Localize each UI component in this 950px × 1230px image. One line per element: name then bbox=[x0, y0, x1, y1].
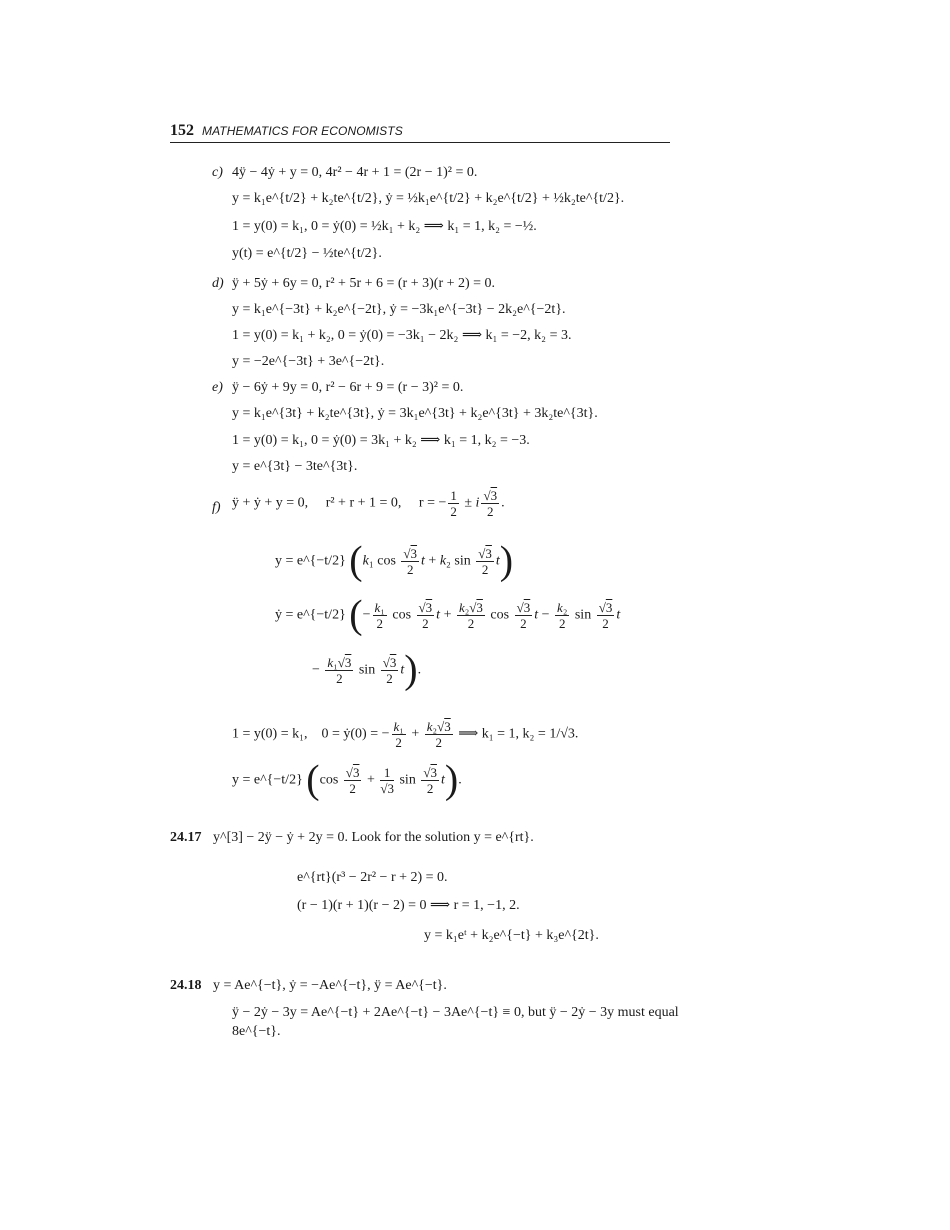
part-f-ydot: ẏ = e^{−t/2} (− $\frac{\text{k₁}}{2}$ cos $\frac{√3}{2}$ t + $\frac{\text{k₂√3}}{2}$ cos $\frac{√3}{2}$ t − $\frac{\text{k₂}}{2}$ sin $\frac{√3}{2}$ t bbox=[275, 591, 621, 637]
problem-24-17-line: (r − 1)(r + 1)(r − 2) = 0 ⟹ r = 1, −1, 2. bbox=[297, 898, 520, 913]
page-number: 152 bbox=[170, 122, 194, 139]
part-c-line: y = k₁e^{t/2} + k₂te^{t/2}, ẏ = ½k₁e^{t/2} + k₂e^{t/2} + ½k₂te^{t/2}. bbox=[232, 191, 625, 206]
problem-24-18-number: 24.18 bbox=[170, 978, 202, 993]
problem-24-17-statement: y^[3] − 2ÿ − ẏ + 2y = 0. Look for the solution y = e^{rt}. bbox=[213, 830, 534, 845]
part-d-line: ÿ + 5ẏ + 6y = 0, r² + 5r + 6 = (r + 3)(r + 2) = 0. bbox=[232, 276, 496, 291]
part-e-label: e) bbox=[212, 380, 223, 395]
part-d-line: 1 = y(0) = k₁ + k₂, 0 = ẏ(0) = −3k₁ − 2k₂ ⟹ k₁ = −2, k₂ = 3. bbox=[232, 328, 572, 343]
part-e-line: ÿ − 6ẏ + 9y = 0, r² − 6r + 9 = (r − 3)² = 0. bbox=[232, 380, 464, 395]
part-c-line: y(t) = e^{t/2} − ½te^{t/2}. bbox=[232, 246, 382, 261]
problem-24-18-statement: y = Ae^{−t}, ẏ = −Ae^{−t}, ÿ = Ae^{−t}. bbox=[213, 978, 447, 993]
part-c-line: 1 = y(0) = k₁, 0 = ẏ(0) = ½k₁ + k₂ ⟹ k₁ = 1, k₂ = −½. bbox=[232, 219, 537, 234]
problem-24-17-number: 24.17 bbox=[170, 830, 202, 845]
part-e-line: 1 = y(0) = k₁, 0 = ẏ(0) = 3k₁ + k₂ ⟹ k₁ = 1, k₂ = −3. bbox=[232, 433, 530, 448]
part-c-label: c) bbox=[212, 165, 223, 180]
part-e-line: y = e^{3t} − 3te^{3t}. bbox=[232, 459, 358, 474]
part-f-solution: y = e^{−t/2} (cos $\frac{√3}{2}$ + $\frac{1}{√3}$ sin $\frac{√3}{2}$ t). bbox=[232, 756, 462, 802]
part-e-line: y = k₁e^{3t} + k₂te^{3t}, ẏ = 3k₁e^{3t} + k₂e^{3t} + 3k₂te^{3t}. bbox=[232, 406, 598, 421]
part-d-line: y = −2e^{−3t} + 3e^{−2t}. bbox=[232, 354, 385, 369]
problem-24-18-line: ÿ − 2ẏ − 3y = Ae^{−t} + 2Ae^{−t} − 3Ae^{−t} ≡ 0, but ÿ − 2ẏ − 3y must equal bbox=[232, 1005, 679, 1020]
part-f-ydot-cont: − $\frac{\text{k₁√3}}{2}$ sin $\frac{√3}{2}$ t). bbox=[312, 646, 422, 692]
part-d-line: y = k₁e^{−3t} + k₂e^{−2t}, ẏ = −3k₁e^{−3t} − 2k₂e^{−2t}. bbox=[232, 302, 566, 317]
part-d-label: d) bbox=[212, 276, 224, 291]
page-header bbox=[170, 122, 670, 143]
part-f-initial: 1 = y(0) = k₁, 0 = ẏ(0) = − $\frac{\text{k₁}}{2}$ + $\frac{\text{k₂√3}}{2}$ ⟹ k₁ = 1, k₂ = 1/√3. bbox=[232, 719, 579, 750]
running-title: MATHEMATICS FOR ECONOMISTS bbox=[202, 124, 403, 138]
part-f-label: f) bbox=[212, 500, 221, 515]
problem-24-17-line: y = k₁eᵗ + k₂e^{−t} + k₃e^{2t}. bbox=[424, 928, 599, 943]
part-f-equation: ÿ + ẏ + y = 0, r² + r + 1 = 0, r = − $\frac{1}{2}$ ± i $\frac{√3}{2}$ . bbox=[232, 488, 505, 519]
problem-24-17-line: e^{rt}(r³ − 2r² − r + 2) = 0. bbox=[297, 870, 448, 885]
part-c-line: 4ÿ − 4ẏ + y = 0, 4r² − 4r + 1 = (2r − 1)² = 0. bbox=[232, 165, 478, 180]
part-f-y: y = e^{−t/2} (k₁ cos $\frac{√3}{2}$ t + k₂ sin $\frac{√3}{2}$ t) bbox=[275, 537, 514, 583]
problem-24-18-line: 8e^{−t}. bbox=[232, 1024, 281, 1039]
